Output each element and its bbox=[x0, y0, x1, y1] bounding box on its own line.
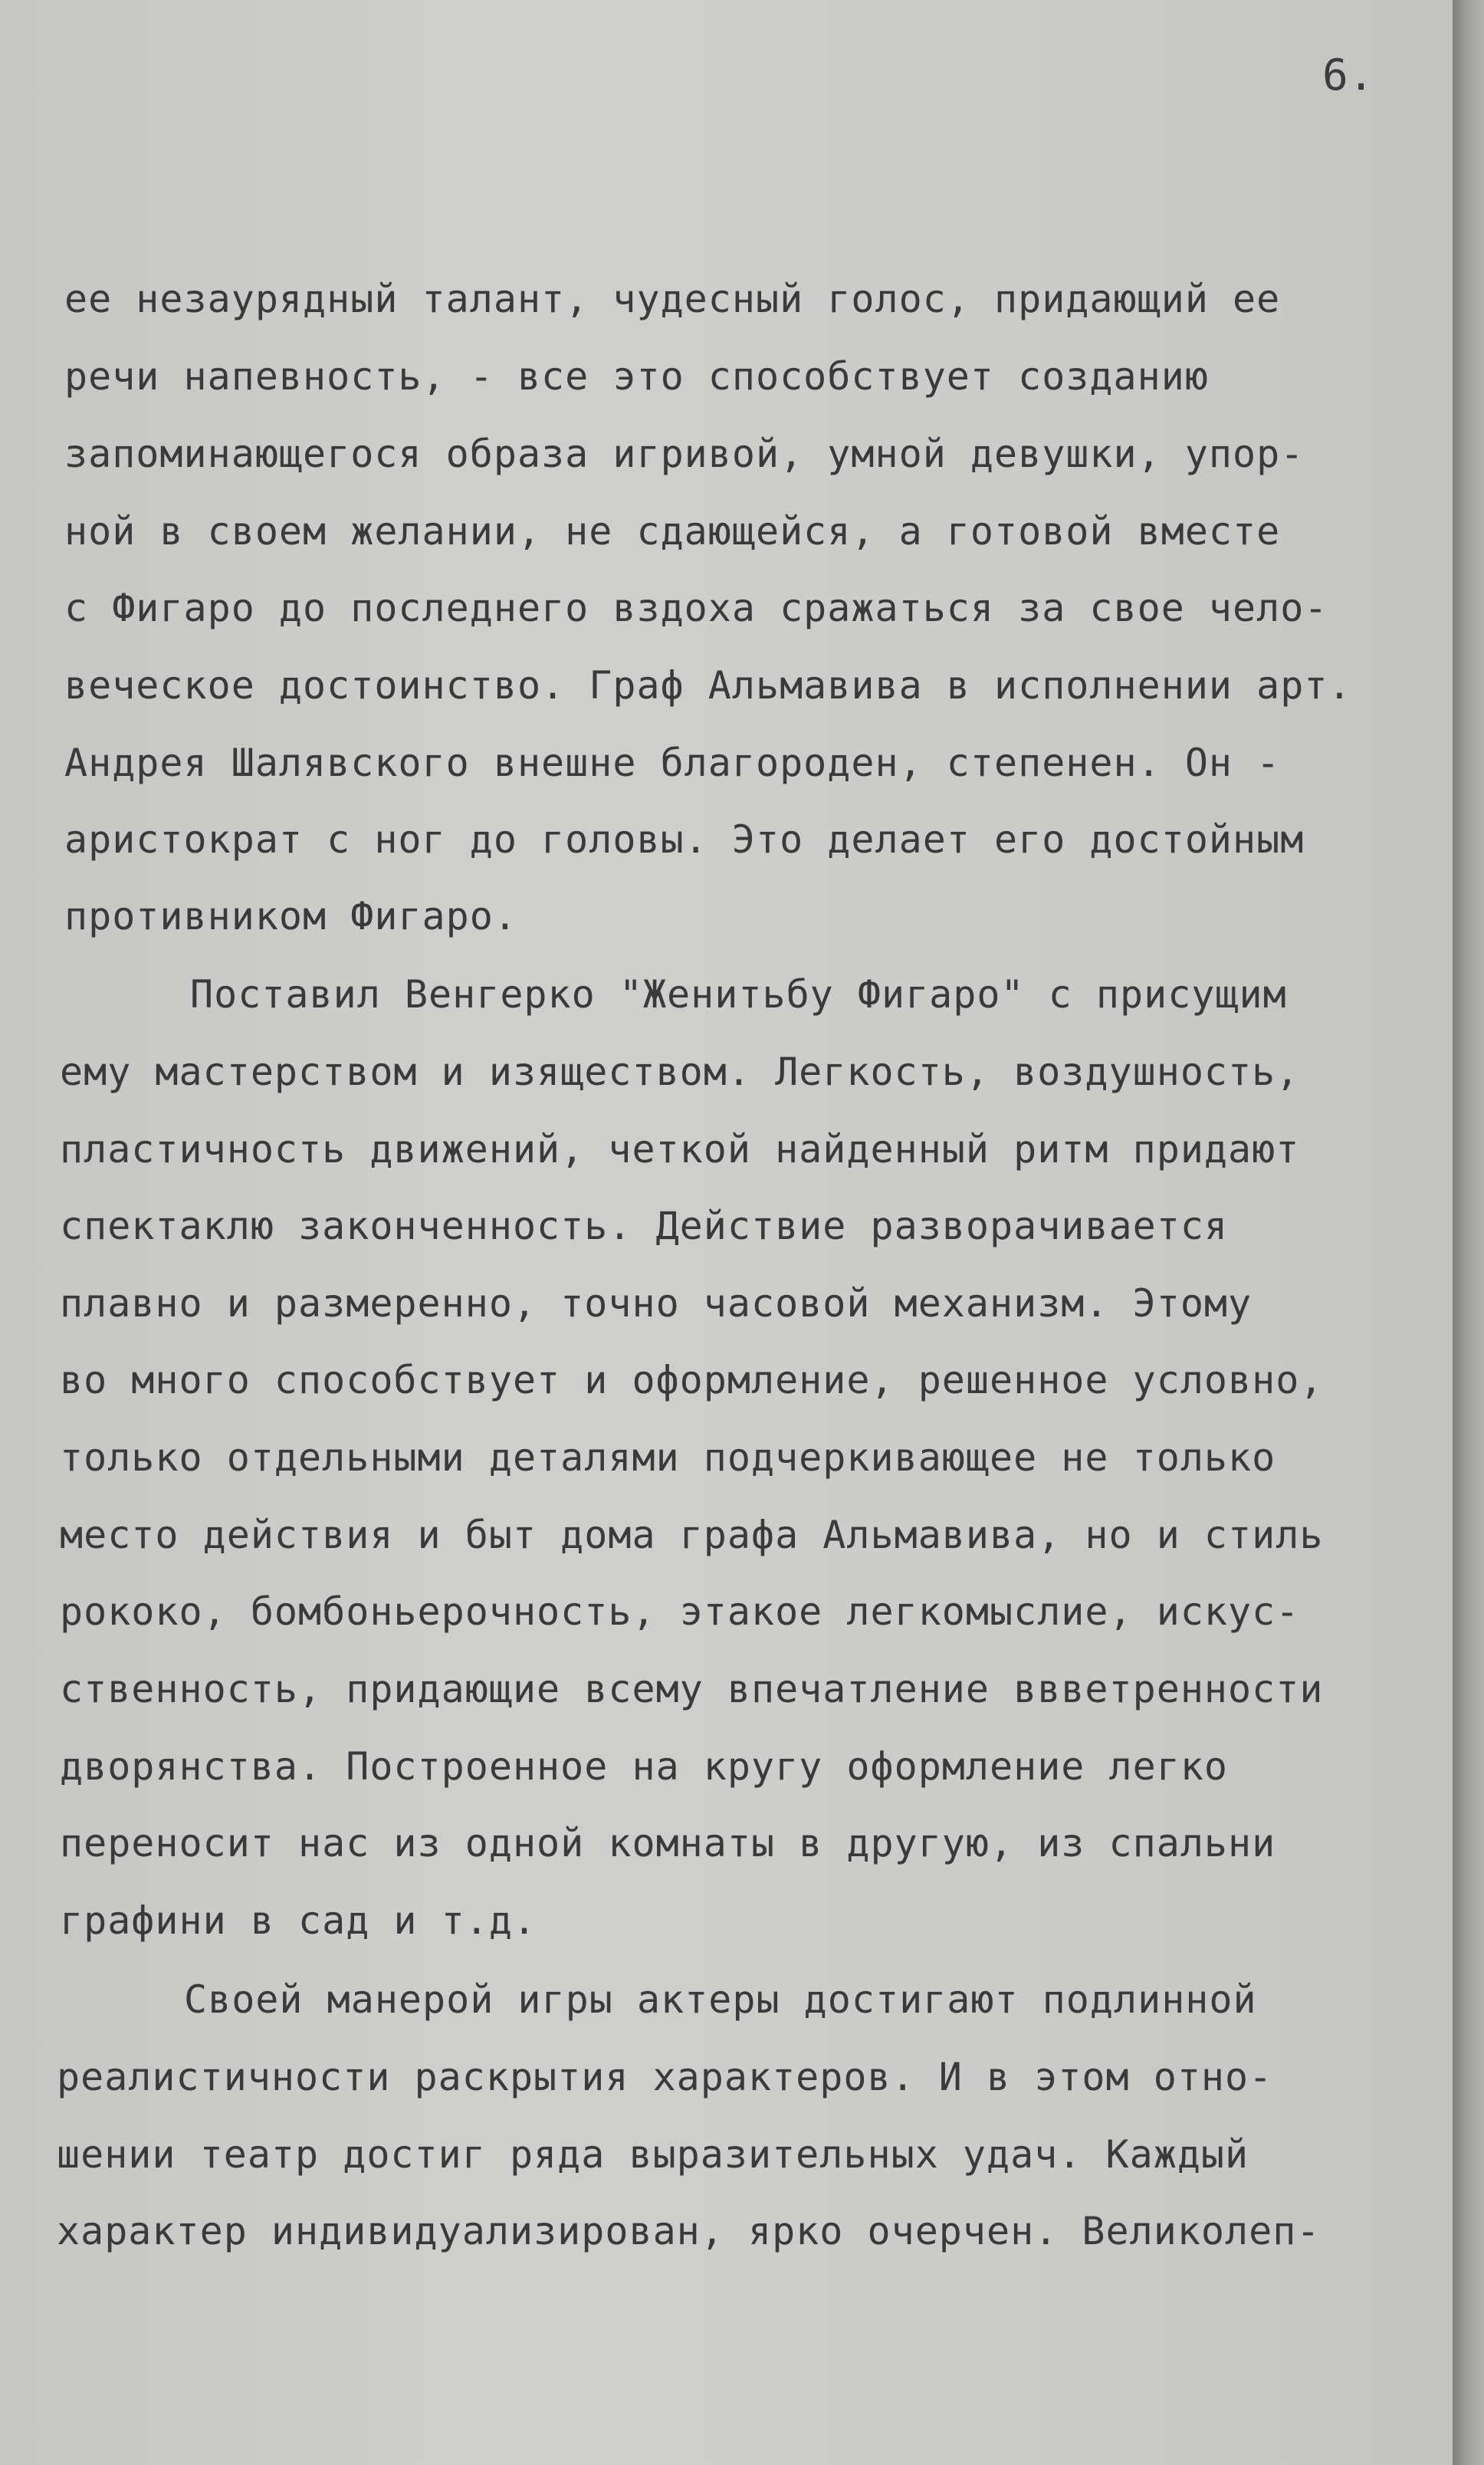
text-line: противником Фигаро. bbox=[64, 894, 517, 938]
text-line: ее незаурядный талант, чудесный голос, придающий ее bbox=[64, 277, 1281, 321]
text-line: шении театр достиг ряда выразительных удач. Каждый bbox=[57, 2132, 1249, 2177]
text-line: с Фигаро до последнего вздоха сражаться за свое чело- bbox=[64, 586, 1328, 630]
text-line: пластичность движений, четкой найденный ритм придают bbox=[60, 1127, 1300, 1172]
text-line: только отдельными деталями подчеркивающее не только bbox=[60, 1435, 1276, 1480]
text-line: место действия и быт дома графа Альмавива, но и стиль bbox=[60, 1513, 1324, 1557]
text-line: запоминающегося образа игривой, умной девушки, упор- bbox=[64, 432, 1305, 476]
text-line: переносит нас из одной комнаты в другую, из спальни bbox=[60, 1821, 1276, 1865]
text-line: аристократ с ног до головы. Это делает его достойным bbox=[64, 817, 1305, 862]
text-line: ной в своем желании, не сдающейся, а готовой вместе bbox=[64, 509, 1281, 554]
text-line: во много способствует и оформление, решенное условно, bbox=[60, 1358, 1324, 1402]
text-line: спектаклю законченность. Действие разворачивается bbox=[60, 1204, 1229, 1248]
text-line: Поставил Венгерко "Женитьбу Фигаро" с присущим bbox=[190, 972, 1287, 1017]
text-line: Своей манерой игры актеры достигают подлинной bbox=[184, 1977, 1257, 2022]
page-edge-shadow bbox=[1453, 0, 1484, 2465]
text-line: веческое достоинство. Граф Альмавива в исполнении арт. bbox=[64, 663, 1352, 708]
text-line: характер индивидуализирован, ярко очерчен. Великолеп- bbox=[57, 2209, 1321, 2253]
text-line: ему мастерством и изяществом. Легкость, воздушность, bbox=[60, 1050, 1300, 1094]
text-line: речи напевность, - все это способствует созданию bbox=[64, 354, 1209, 399]
text-line: рококо, бомбоньерочность, этакое легкомыслие, искус- bbox=[60, 1589, 1300, 1634]
text-line: графини в сад и т.д. bbox=[60, 1898, 537, 1943]
text-line: ственность, придающие всему впечатление ввветренности bbox=[60, 1667, 1324, 1711]
text-line: реалистичности раскрытия характеров. И в этом отно- bbox=[57, 2055, 1273, 2099]
page-number: 6. bbox=[1322, 51, 1374, 100]
text-line: дворянства. Построенное на кругу оформление легко bbox=[60, 1744, 1229, 1789]
text-line: плавно и размеренно, точно часовой механизм. Этому bbox=[60, 1281, 1253, 1326]
text-line: Андрея Шалявского внешне благороден, степенен. Он - bbox=[64, 741, 1281, 785]
